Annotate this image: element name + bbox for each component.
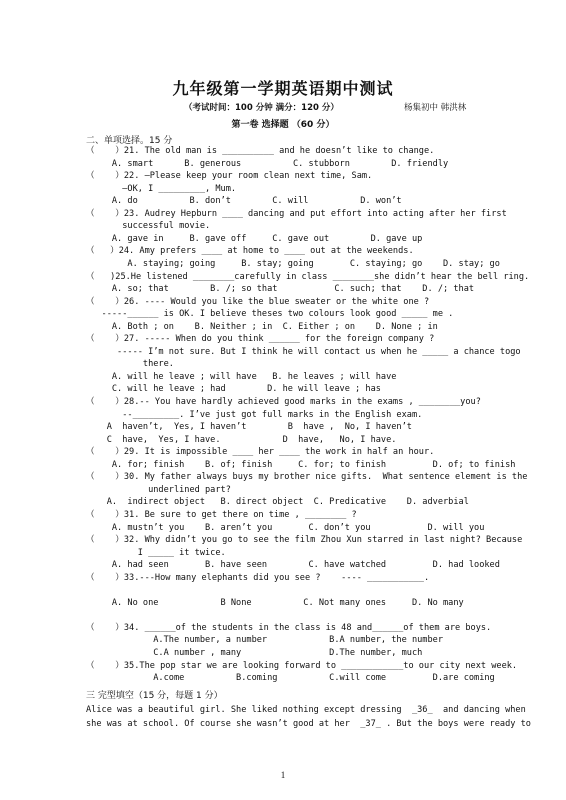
exam-author: 杨集初中 韩洪林 xyxy=(404,103,467,113)
question-line: （ ）22. —Please keep your room clean next time, Sam. xyxy=(86,171,373,182)
question-line: underlined part? xyxy=(86,484,231,495)
volume-heading: 第一卷 选择题 （60 分） xyxy=(231,120,335,130)
question-line: （ ）27. ----- When do you think ______ for the foreign company ? xyxy=(86,334,435,345)
passage-line: Alice was a beautiful girl. She liked nothing except dressing _36_ and dancing when xyxy=(86,705,526,715)
question-line: （ )25.He listened ________carefully in class ________she didn’t hear the bell ring. xyxy=(86,271,530,282)
question-line: A. had seen B. have seen C. have watched D. had looked xyxy=(86,560,500,571)
question-line: A.The number, a number B.A number, the number xyxy=(86,635,443,646)
question-line: A. will he leave ; will have B. he leaves ; will have xyxy=(86,371,397,382)
question-line: A. do B. don’t C. will D. won’t xyxy=(86,196,402,207)
question-line: successful movie. xyxy=(86,221,211,232)
question-line: （ ）23. Audrey Hepburn ____ dancing and put effort into acting after her first xyxy=(86,208,507,219)
question-line: -----______ is OK. I believe theses two colours look good _____ me . xyxy=(86,309,454,320)
question-line: （ ）28.-- You have hardly achieved good marks in the exams , ________you? xyxy=(86,397,481,407)
question-line: A. so; that B. /; so that C. such; that D. /; that xyxy=(86,284,475,295)
question-line: （ ）30. My father always buys my brother nice gifts. What sentence element is the xyxy=(86,472,528,483)
question-line: （ ）33.---How many elephants did you see ? ---- ___________. xyxy=(86,572,430,583)
question-line: there. xyxy=(86,359,174,370)
question-line: —OK, I _________, Mum. xyxy=(86,183,237,194)
question-line: C have, Yes, I have. D have, No, I have. xyxy=(86,434,397,445)
question-line: （ ）35.The pop star we are looking forward to ____________to our city next week. xyxy=(86,660,518,671)
question-line: A. mustn’t you B. aren’t you C. don’t you D. will you xyxy=(86,522,485,533)
page-title: 九年级第一学期英语期中测试 xyxy=(172,79,394,98)
question-line: A. staying; going B. stay; going C. staying; go D. stay; go xyxy=(86,258,500,269)
question-line: C. will he leave ; had D. he will leave ; has xyxy=(86,384,381,395)
question-line: A haven’t, Yes, I haven’t B have , No, I haven’t xyxy=(86,422,412,433)
question-line: A.come B.coming C.will come D.are coming xyxy=(86,673,495,684)
question-line: --_________. I’ve just got full marks in the English exam. xyxy=(86,409,423,420)
question-line: （ ）32. Why didn’t you go to see the film Zhou Xun starred in last night? Because xyxy=(86,535,523,546)
question-line: （ ）31. Be sure to get there on time , ________ ? xyxy=(86,509,357,520)
passage-line: she was at school. Of course she wasn’t good at her _37_ . But the boys were ready to xyxy=(86,719,531,729)
question-line: （ ）26. ---- Would you like the blue sweater or the white one ? xyxy=(86,296,430,307)
question-line: A. Both ; on B. Neither ; in C. Either ; on D. None ; in xyxy=(86,321,438,332)
section-choice-heading: 二、单项选择。15 分 xyxy=(86,136,173,146)
question-line: （ ）29. It is impossible ____ her ____ the work in half an hour. xyxy=(86,447,435,458)
page-number: 1 xyxy=(280,770,286,780)
question-line: A. smart B. generous C. stubborn D. friendly xyxy=(86,158,449,169)
question-line: A. indirect object B. direct object C. Predicative D. adverbial xyxy=(86,497,469,508)
question-line: A. gave in B. gave off C. gave out D. gave up xyxy=(86,233,423,244)
question-line: I _____ it twice. xyxy=(86,547,226,558)
question-line: （ ）24. Amy prefers ____ at home to ____ out at the weekends. xyxy=(86,246,414,257)
section-cloze-heading: 三 完型填空（15 分，每题 1 分） xyxy=(86,691,223,701)
question-line: （ ）34. ______of the students in the class is 48 and______of them are boys. xyxy=(86,622,492,633)
question-line: A. No one B None C. Not many ones D. No many xyxy=(86,597,464,608)
question-line: A. for; finish B. of; finish C. for; to finish D. of; to finish xyxy=(86,459,516,470)
exam-meta: （考试时间：100 分钟 满分：120 分） xyxy=(184,103,339,113)
question-line: C.A number , many D.The number, much xyxy=(86,648,423,658)
question-line: （ ）21. The old man is __________ and he doesn’t like to change. xyxy=(86,146,435,156)
question-line: ----- I’m not sure. But I think he will contact us when he _____ a chance togo xyxy=(86,346,521,357)
